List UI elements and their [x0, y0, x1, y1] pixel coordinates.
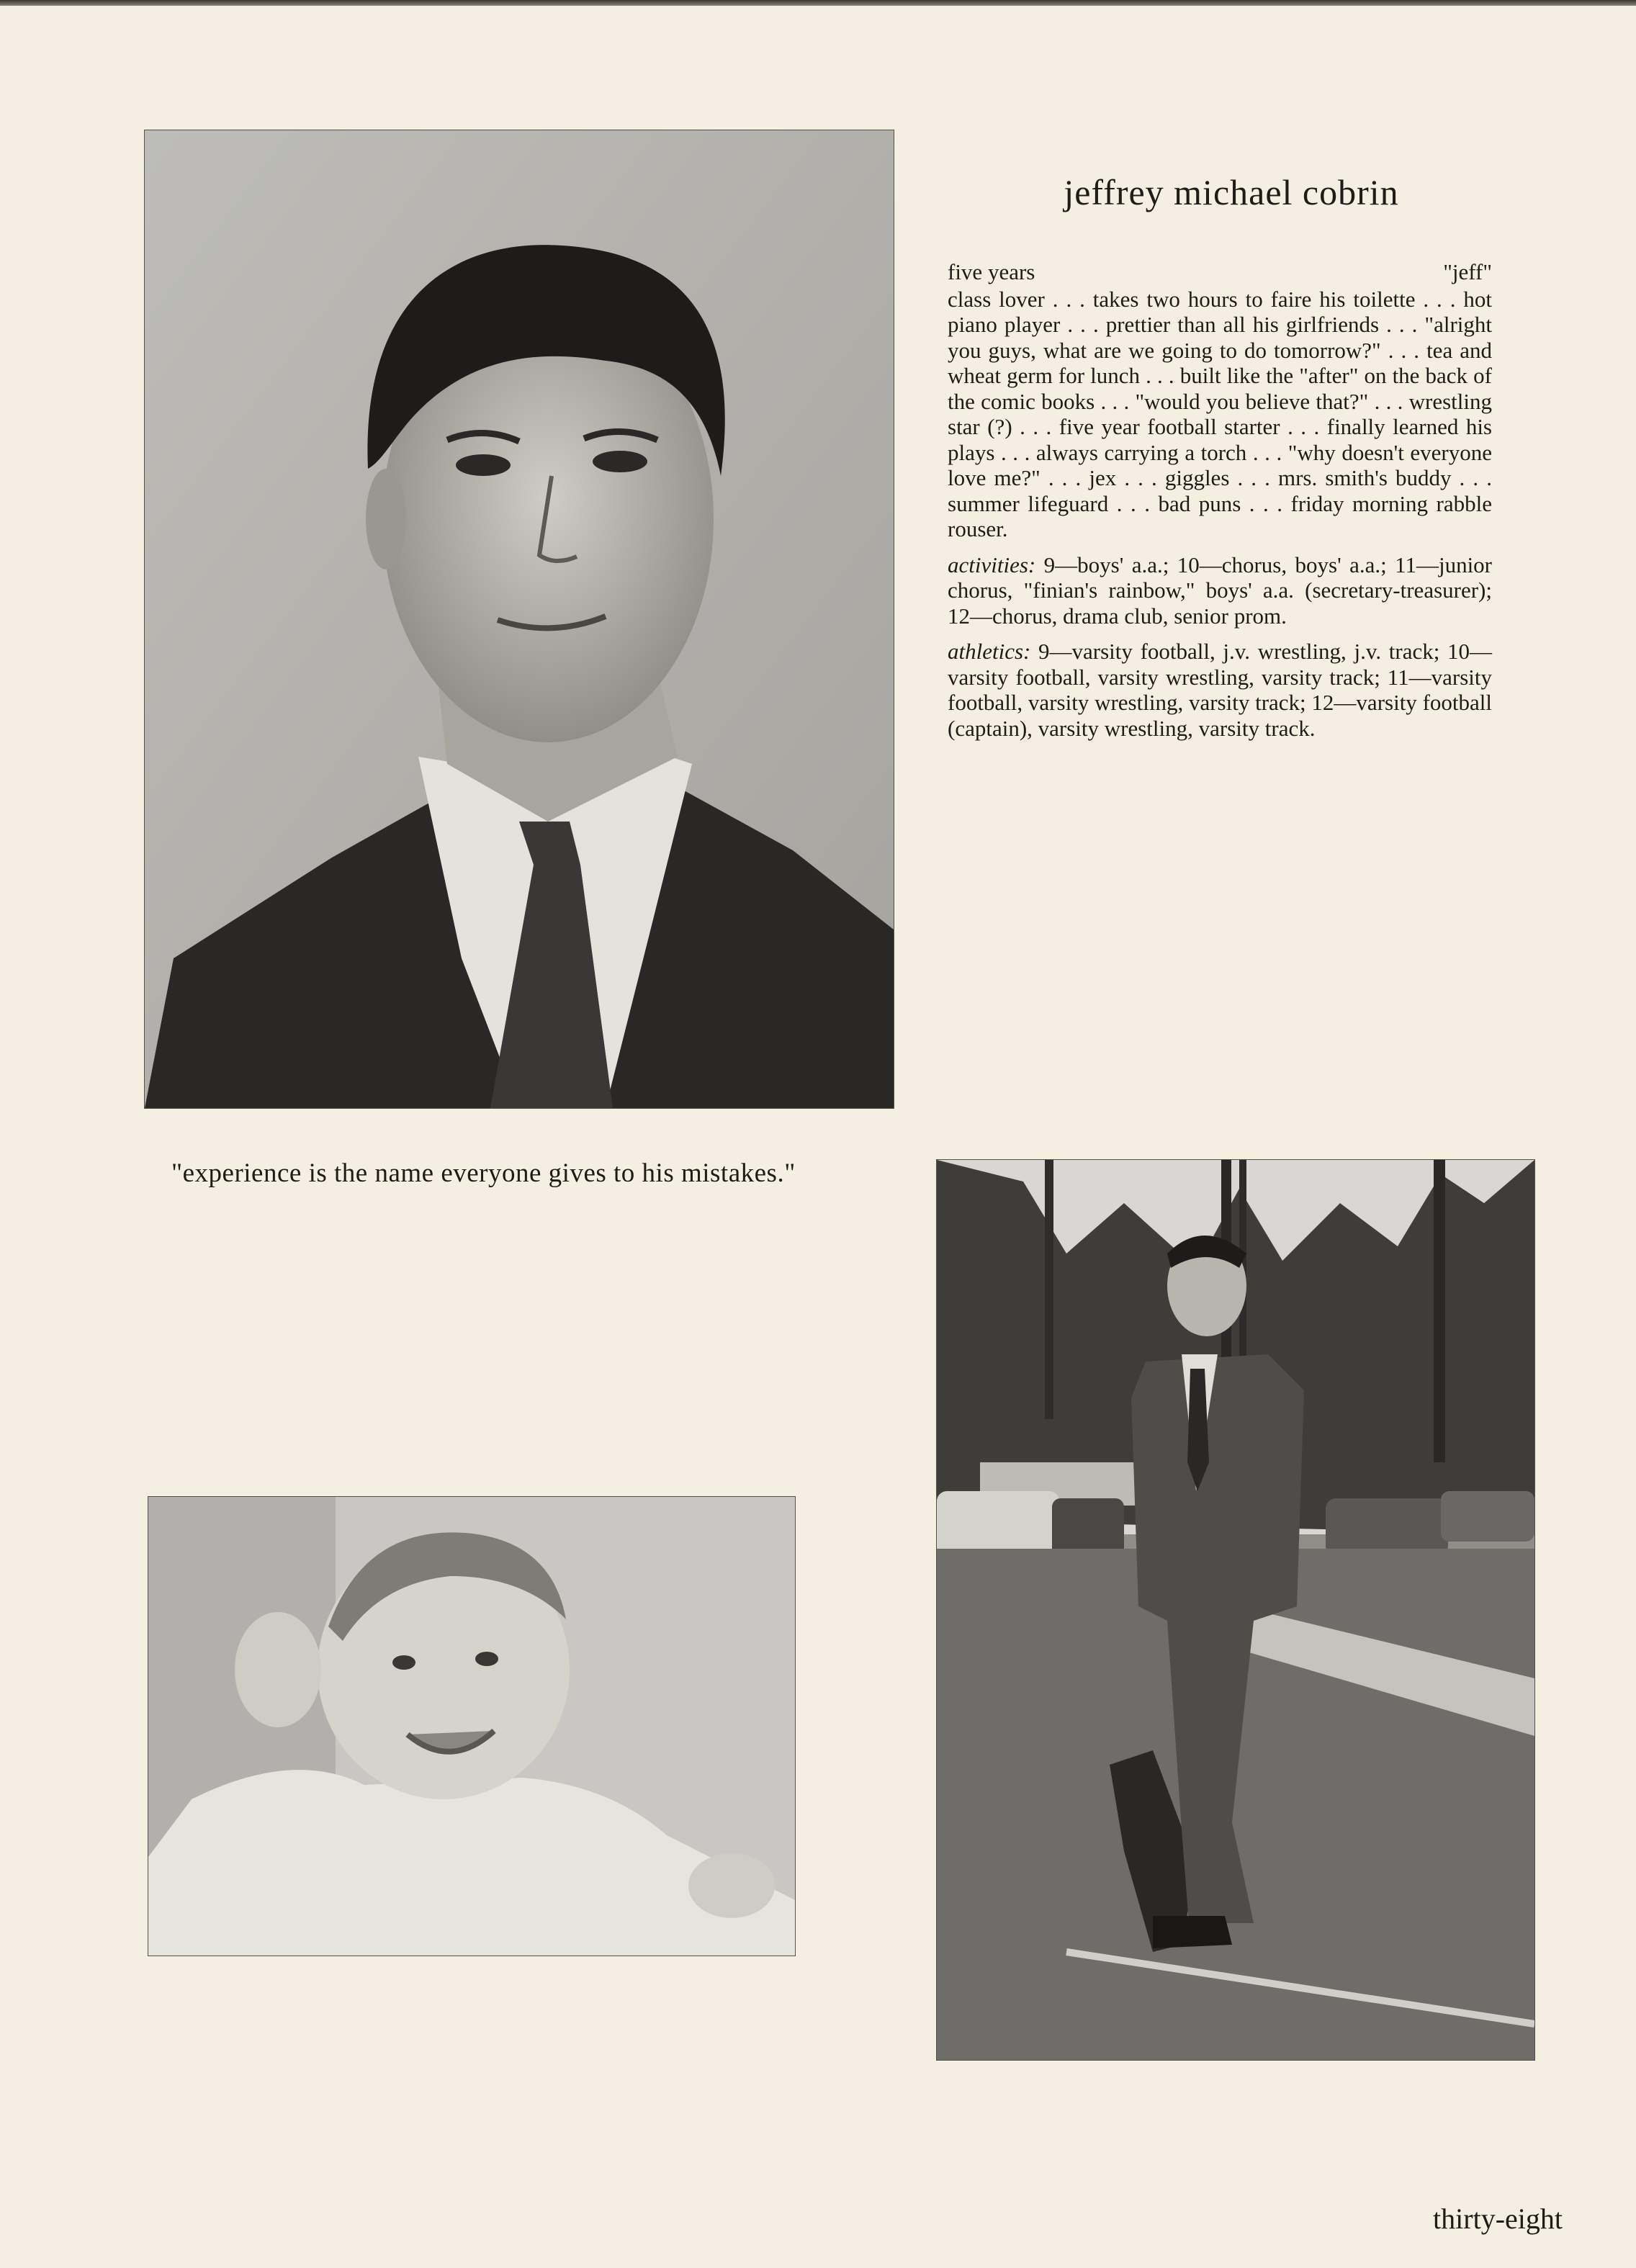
page-number: thirty-eight	[1433, 2202, 1563, 2235]
baby-photo	[148, 1496, 796, 1956]
senior-bio	[948, 259, 1492, 751]
senior-quote: "experience is the name everyone gives to his mistakes."	[171, 1158, 796, 1188]
candid-parking-lot-photo	[936, 1159, 1535, 2061]
bio-header-row	[948, 259, 1492, 285]
senior-portrait-photo	[144, 130, 894, 1109]
athletics-label: athletics:	[948, 639, 1031, 664]
athletics-paragraph	[948, 639, 1492, 741]
athletics-text: 9—varsity football, j.v. wrestling, j.v. track; 10—varsity football, varsity wrestling, varsity track; 11—varsity football, varsity wrestling, varsity track; 12—varsity football (captain), varsity wrestling, varsity track.	[948, 639, 1492, 741]
page-top-edge	[0, 0, 1636, 6]
activities-label: activities:	[948, 552, 1036, 577]
nickname: "jeff"	[1443, 259, 1492, 284]
years-attended: five years	[948, 259, 1035, 284]
activities-paragraph	[948, 552, 1492, 629]
senior-name: jeffrey michael cobrin	[1064, 172, 1399, 212]
activities-text: 9—boys' a.a.; 10—chorus, boys' a.a.; 11—junior chorus, "finian's rainbow," boys' a.a. (secretary-treasurer); 12—chorus, drama club, senior prom.	[948, 552, 1493, 629]
bio-description: class lover . . . takes two hours to faire his toilette . . . hot piano player . . . prettier than all his girlfriends . . . "alright you guys, what are we going to do tomorrow?" . . . tea and wheat germ for lunch . . . built like the "after" on the back of the comic books . . . "would you believe that?" . . . wrestling star (?) . . . five year football starter . . . finally learned his plays . . . always carrying a torch . . . "why doesn't everyone love me?" . . . jex . . . giggles . . . mrs. smith's buddy . . . summer lifeguard . . . bad puns . . . friday morning rabble rouser.	[948, 286, 1492, 541]
